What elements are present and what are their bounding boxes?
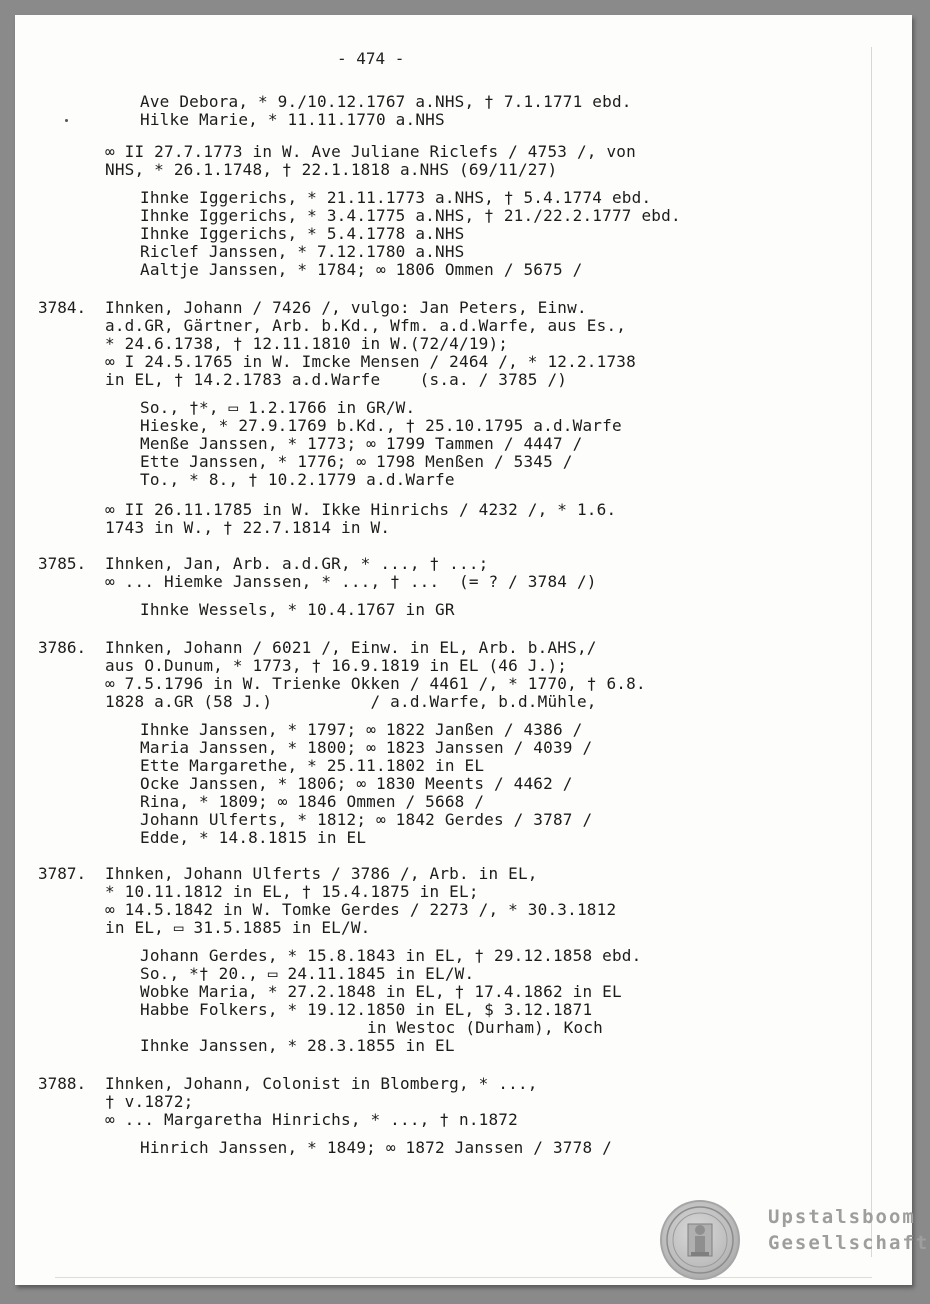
logo-line-2: Gesellschaft	[768, 1232, 930, 1254]
text-line: aus O.Dunum, * 1773, † 16.9.1819 in EL (46 J.);	[105, 656, 568, 675]
text-line: in EL, † 14.2.1783 a.d.Warfe (s.a. / 3785 /)	[105, 370, 568, 389]
text-line: † v.1872;	[105, 1092, 194, 1111]
upstalsboom-logo	[660, 1200, 930, 1282]
document-page	[15, 15, 930, 1285]
text-line: Ihnken, Johann / 6021 /, Einw. in EL, Arb. b.AHS,/	[105, 638, 597, 657]
text-line: Hieske, * 27.9.1769 b.Kd., † 25.10.1795 a.d.Warfe	[140, 416, 622, 435]
text-line: Rina, * 1809; ∞ 1846 Ommen / 5668 /	[140, 792, 485, 811]
text-line: Ihnken, Johann / 7426 /, vulgo: Jan Peters, Einw.	[105, 298, 587, 317]
text-line: Ihnke Janssen, * 1797; ∞ 1822 Janßen / 4386 /	[140, 720, 583, 739]
logo-line-1: Upstalsboom	[768, 1206, 916, 1228]
scan-edge-line	[871, 47, 872, 1257]
text-line: Ihnke Wessels, * 10.4.1767 in GR	[140, 600, 455, 619]
text-line: in EL, ▭ 31.5.1885 in EL/W.	[105, 918, 371, 937]
text-line: Johann Ulferts, * 1812; ∞ 1842 Gerdes / 3787 /	[140, 810, 593, 829]
entry-number: 3788.	[38, 1074, 87, 1093]
text-line: ∞ 7.5.1796 in W. Trienke Okken / 4461 /, * 1770, † 6.8.	[105, 674, 646, 693]
text-line: Ette Margarethe, * 25.11.1802 in EL	[140, 756, 485, 775]
text-line: Ocke Janssen, * 1806; ∞ 1830 Meents / 4462 /	[140, 774, 573, 793]
text-line: 1743 in W., † 22.7.1814 in W.	[105, 518, 391, 537]
scan-speck	[65, 119, 68, 122]
text-line: ∞ ... Hiemke Janssen, * ..., † ... (= ? / 3784 /)	[105, 572, 597, 591]
entry-number: 3786.	[38, 638, 87, 657]
text-line: So., †*, ▭ 1.2.1766 in GR/W.	[140, 398, 416, 417]
text-line: Ihnke Iggerichs, * 5.4.1778 a.NHS	[140, 224, 465, 243]
text-line: Edde, * 14.8.1815 in EL	[140, 828, 367, 847]
text-line: Ihnken, Johann, Colonist in Blomberg, * ...,	[105, 1074, 538, 1093]
text-line: ∞ II 27.7.1773 in W. Ave Juliane Riclefs / 4753 /, von	[105, 142, 636, 161]
text-line: To., * 8., † 10.2.1779 a.d.Warfe	[140, 470, 455, 489]
entry-number: 3787.	[38, 864, 87, 883]
text-line: ∞ 14.5.1842 in W. Tomke Gerdes / 2273 /, * 30.3.1812	[105, 900, 617, 919]
text-line: Ihnke Janssen, * 28.3.1855 in EL	[140, 1036, 455, 1055]
page-number: - 474 -	[337, 49, 405, 68]
text-line: Maria Janssen, * 1800; ∞ 1823 Janssen / 4039 /	[140, 738, 593, 757]
text-line: Wobke Maria, * 27.2.1848 in EL, † 17.4.1862 in EL	[140, 982, 622, 1001]
text-line: Ave Debora, * 9./10.12.1767 a.NHS, † 7.1.1771 ebd.	[140, 92, 632, 111]
text-line: Ette Janssen, * 1776; ∞ 1798 Menßen / 5345 /	[140, 452, 573, 471]
text-line: ∞ I 24.5.1765 in W. Imcke Mensen / 2464 /, * 12.2.1738	[105, 352, 636, 371]
text-line: * 10.11.1812 in EL, † 15.4.1875 in EL;	[105, 882, 479, 901]
text-line: Riclef Janssen, * 7.12.1780 a.NHS	[140, 242, 465, 261]
text-line: Ihnke Iggerichs, * 21.11.1773 a.NHS, † 5.4.1774 ebd.	[140, 188, 652, 207]
text-line: Johann Gerdes, * 15.8.1843 in EL, † 29.12.1858 ebd.	[140, 946, 642, 965]
text-line: ∞ II 26.11.1785 in W. Ikke Hinrichs / 4232 /, * 1.6.	[105, 500, 617, 519]
text-line: Ihnken, Johann Ulferts / 3786 /, Arb. in EL,	[105, 864, 538, 883]
text-line: a.d.GR, Gärtner, Arb. b.Kd., Wfm. a.d.Warfe, aus Es.,	[105, 316, 627, 335]
entry-number: 3785.	[38, 554, 87, 573]
text-line: 1828 a.GR (58 J.) / a.d.Warfe, b.d.Mühle,	[105, 692, 597, 711]
text-line: in Westoc (Durham), Koch	[367, 1018, 603, 1037]
text-line: Ihnken, Jan, Arb. a.d.GR, * ..., † ...;	[105, 554, 489, 573]
text-line: NHS, * 26.1.1748, † 22.1.1818 a.NHS (69/11/27)	[105, 160, 558, 179]
text-line: Hinrich Janssen, * 1849; ∞ 1872 Janssen / 3778 /	[140, 1138, 612, 1157]
text-line: So., *† 20., ▭ 24.11.1845 in EL/W.	[140, 964, 475, 983]
entry-number: 3784.	[38, 298, 87, 317]
text-line: * 24.6.1738, † 12.11.1810 in W.(72/4/19);	[105, 334, 509, 353]
text-line: ∞ ... Margaretha Hinrichs, * ..., † n.1872	[105, 1110, 518, 1129]
text-line: Aaltje Janssen, * 1784; ∞ 1806 Ommen / 5675 /	[140, 260, 583, 279]
text-line: Ihnke Iggerichs, * 3.4.1775 a.NHS, † 21./22.2.1777 ebd.	[140, 206, 681, 225]
text-line: Menße Janssen, * 1773; ∞ 1799 Tammen / 4447 /	[140, 434, 583, 453]
text-line: Hilke Marie, * 11.11.1770 a.NHS	[140, 110, 445, 129]
text-line: Habbe Folkers, * 19.12.1850 in EL, $ 3.12.1871	[140, 1000, 593, 1019]
seal-icon	[660, 1200, 740, 1280]
